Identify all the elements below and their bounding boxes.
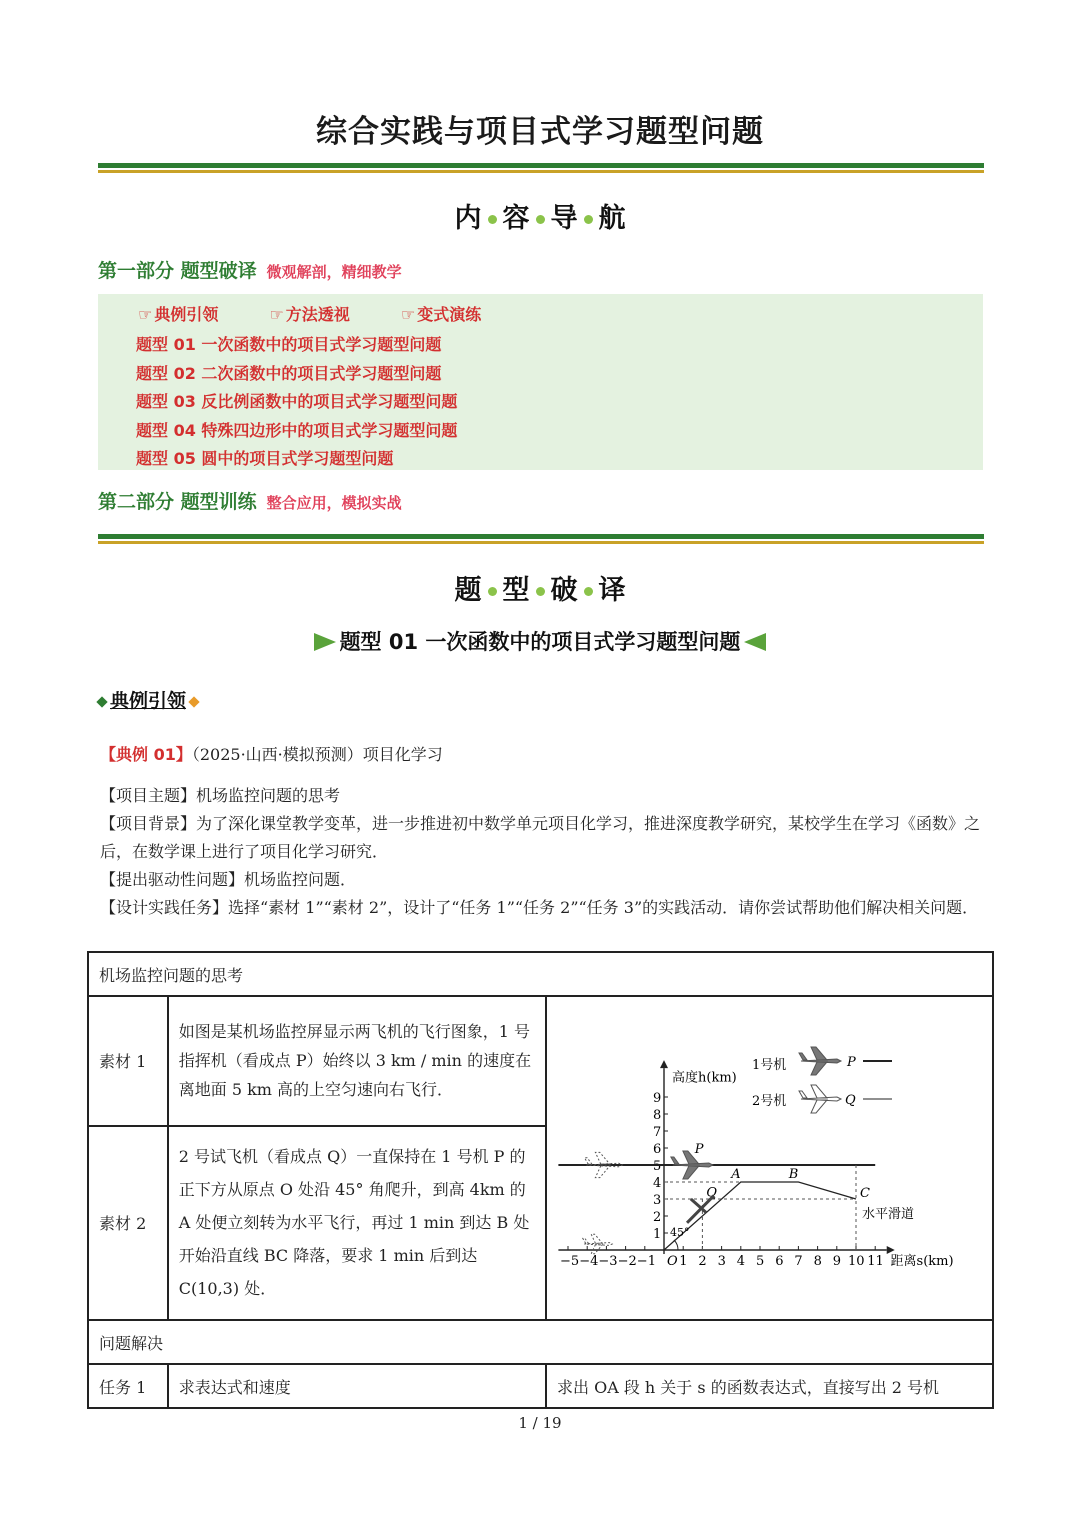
dot-icon bbox=[488, 215, 497, 224]
nav-heading-char: 容 bbox=[502, 203, 530, 234]
x-tick-label: 9 bbox=[832, 1254, 842, 1269]
example-lead bbox=[98, 686, 198, 713]
dot-icon bbox=[584, 587, 593, 596]
nav-item-type01[interactable]: 题型 01 一次函数中的项目式学习题型问题 bbox=[136, 335, 442, 354]
section-heading-char: 题 bbox=[454, 575, 482, 606]
y-tick-label: 7 bbox=[652, 1125, 662, 1140]
part1-header bbox=[98, 256, 402, 283]
driving-question: 【提出驱动性问题】机场监控问题． bbox=[100, 870, 357, 889]
diamond-icon bbox=[96, 696, 107, 707]
pointing-hand-icon: ☞ bbox=[138, 305, 153, 324]
x-tick-label: 8 bbox=[813, 1254, 822, 1269]
nav-box bbox=[98, 294, 983, 470]
dot-icon bbox=[488, 587, 497, 596]
x-axis-label: 距离s(km) bbox=[890, 1254, 954, 1269]
type-title bbox=[0, 626, 1080, 656]
nav-link-methods[interactable] bbox=[269, 302, 349, 325]
nav-item-type03[interactable]: 题型 03 反比例函数中的项目式学习题型问题 bbox=[136, 392, 458, 411]
project-background: 【项目背景】为了深化课堂教学变革，进一步推进初中数学单元项目化学习，推进深度教学研究，某校学生在学习《函数》之后，在数学课上进行了项目化学习研究． bbox=[100, 814, 981, 861]
section-heading bbox=[0, 568, 1080, 607]
document-title: 综合实践与项目式学习题型问题 bbox=[316, 114, 764, 150]
x-axis-arrow bbox=[887, 1246, 895, 1254]
flight-graph bbox=[547, 997, 992, 1315]
x-tick-label: 6 bbox=[775, 1254, 784, 1269]
part1-subtitle: 微观解剖，精细教学 bbox=[266, 263, 402, 281]
dot-icon bbox=[584, 215, 593, 224]
nav-link-examples[interactable] bbox=[138, 302, 218, 325]
y-tick-label: 1 bbox=[652, 1227, 662, 1242]
section-heading-char: 型 bbox=[502, 575, 530, 606]
nav-divider bbox=[98, 534, 984, 544]
y-axis-label: 高度h(km) bbox=[671, 1070, 737, 1086]
nav-heading bbox=[0, 196, 1080, 235]
dot-icon bbox=[536, 587, 545, 596]
x-tick-label: 1 bbox=[679, 1254, 688, 1269]
practice-task: 【设计实践任务】选择“素材 1”“素材 2”，设计了“任务 1”“任务 2”“任务 3”的实践活动．请你尝试帮助他们解决相关问题． bbox=[100, 898, 979, 917]
nav-heading-char: 航 bbox=[598, 203, 626, 234]
nav-link-label: 典例引领 bbox=[154, 305, 219, 324]
x-tick-label: 3 bbox=[717, 1254, 726, 1269]
task1-label: 任务 1 bbox=[88, 1364, 168, 1408]
example-tag: 【典例 01】 bbox=[100, 745, 192, 764]
nav-heading-char: 内 bbox=[454, 203, 482, 234]
example-lead-text: 典例引领 bbox=[110, 690, 187, 712]
angle-label: 45° bbox=[669, 1226, 690, 1239]
y-tick-label: 2 bbox=[652, 1210, 662, 1225]
table-header: 机场监控问题的思考 bbox=[88, 952, 993, 996]
x-tick-label: −5 bbox=[559, 1254, 580, 1269]
y-tick-label: 8 bbox=[652, 1108, 662, 1123]
origin-label: O bbox=[666, 1254, 678, 1269]
part2-header bbox=[98, 487, 402, 514]
legend-plane1-label: 1号机 bbox=[751, 1058, 787, 1073]
project-theme: 【项目主题】机场监控问题的思考 bbox=[100, 786, 341, 805]
section-heading-char: 破 bbox=[550, 575, 578, 606]
x-tick-label: −1 bbox=[636, 1254, 656, 1269]
task1-text: 求出 OA 段 h 关于 s 的函数表达式，直接写出 2 号机 bbox=[546, 1364, 993, 1408]
diamond-icon bbox=[188, 696, 199, 707]
x-tick-label: 7 bbox=[794, 1254, 803, 1269]
title-divider bbox=[98, 163, 984, 173]
task1-title: 求表达式和速度 bbox=[168, 1364, 546, 1408]
x-tick-label: −2 bbox=[617, 1254, 637, 1269]
dot-icon bbox=[536, 215, 545, 224]
nav-item-type05[interactable]: 题型 05 圆中的项目式学习题型问题 bbox=[136, 449, 394, 468]
runway-label: 水平滑道 bbox=[861, 1207, 914, 1222]
y-tick-label: 5 bbox=[652, 1159, 662, 1174]
nav-item-type02[interactable]: 题型 02 二次函数中的项目式学习题型问题 bbox=[136, 364, 442, 383]
y-tick-label: 6 bbox=[652, 1142, 662, 1157]
pointing-hand-icon: ☞ bbox=[269, 305, 284, 324]
point-c-label: C bbox=[859, 1186, 870, 1201]
section-heading-char: 译 bbox=[598, 575, 626, 606]
nav-links bbox=[138, 302, 527, 325]
material2-label: 素材 2 bbox=[88, 1126, 168, 1320]
part2-subtitle: 整合应用，模拟实战 bbox=[266, 494, 402, 512]
nav-link-practice[interactable] bbox=[401, 302, 481, 325]
legend-q-label: Q bbox=[844, 1093, 856, 1108]
page-number: 1 / 19 bbox=[518, 1414, 562, 1432]
y-tick-label: 9 bbox=[652, 1091, 662, 1106]
point-a-label: A bbox=[731, 1167, 741, 1182]
material1-label: 素材 1 bbox=[88, 996, 168, 1126]
legend-plane2-label: 2号机 bbox=[751, 1094, 787, 1109]
example-source: （2025·山西·模拟预测）项目化学习 bbox=[191, 745, 443, 764]
nav-heading-char: 导 bbox=[550, 203, 578, 234]
nav-link-label: 方法透视 bbox=[285, 305, 350, 324]
point-p-label: P bbox=[694, 1142, 704, 1158]
ghost-plane-icon bbox=[583, 1234, 612, 1254]
point-b-label: B bbox=[788, 1167, 799, 1182]
example-header bbox=[100, 742, 443, 765]
y-tick-label: 3 bbox=[652, 1193, 662, 1208]
arrow-left-icon bbox=[744, 633, 766, 651]
part1-title: 第一部分 题型破译 bbox=[98, 260, 257, 282]
project-table bbox=[87, 951, 994, 1409]
nav-link-label: 变式演练 bbox=[417, 305, 482, 324]
x-tick-label: 11 bbox=[867, 1254, 884, 1269]
pointing-hand-icon: ☞ bbox=[400, 305, 416, 324]
graph-cell bbox=[546, 996, 993, 1320]
legend-plane1-icon bbox=[799, 1047, 841, 1075]
point-q-label: Q bbox=[706, 1185, 717, 1201]
x-tick-label: 10 bbox=[847, 1254, 865, 1269]
x-tick-label: −3 bbox=[598, 1254, 618, 1269]
part2-title: 第二部分 题型训练 bbox=[98, 491, 257, 513]
angle-arc bbox=[674, 1240, 678, 1250]
x-tick-label: 5 bbox=[755, 1254, 765, 1269]
nav-item-type04[interactable]: 题型 04 特殊四边形中的项目式学习题型问题 bbox=[136, 421, 458, 440]
x-tick-label: 2 bbox=[698, 1254, 707, 1269]
y-axis-arrow bbox=[660, 1060, 668, 1068]
arrow-right-icon bbox=[314, 633, 336, 651]
legend-plane2-icon bbox=[799, 1085, 841, 1113]
material1-text: 如图是某机场监控屏显示两飞机的飞行图象，1 号指挥机（看成点 P）始终以 3 km / min 的速度在离地面 5 km 高的上空匀速向右飞行． bbox=[168, 996, 546, 1126]
plane1-icon bbox=[671, 1151, 713, 1179]
legend-p-label: P bbox=[846, 1055, 856, 1070]
x-tick-label: −4 bbox=[579, 1254, 599, 1269]
y-tick-label: 4 bbox=[652, 1176, 662, 1191]
type-title-text: 题型 01 一次函数中的项目式学习题型问题 bbox=[339, 630, 741, 654]
x-tick-label: 4 bbox=[736, 1254, 746, 1269]
material2-text: 2 号试飞机（看成点 Q）一直保持在 1 号机 P 的正下方从原点 O 处沿 45° 角爬升，到高 4km 的 A 处便立刻转为水平飞行，再过 1 min 到达 B 处开始沿直线 BC 降落，要求 1 min 后到达 C(10,3) 处． bbox=[168, 1126, 546, 1320]
solve-header: 问题解决 bbox=[88, 1320, 993, 1364]
